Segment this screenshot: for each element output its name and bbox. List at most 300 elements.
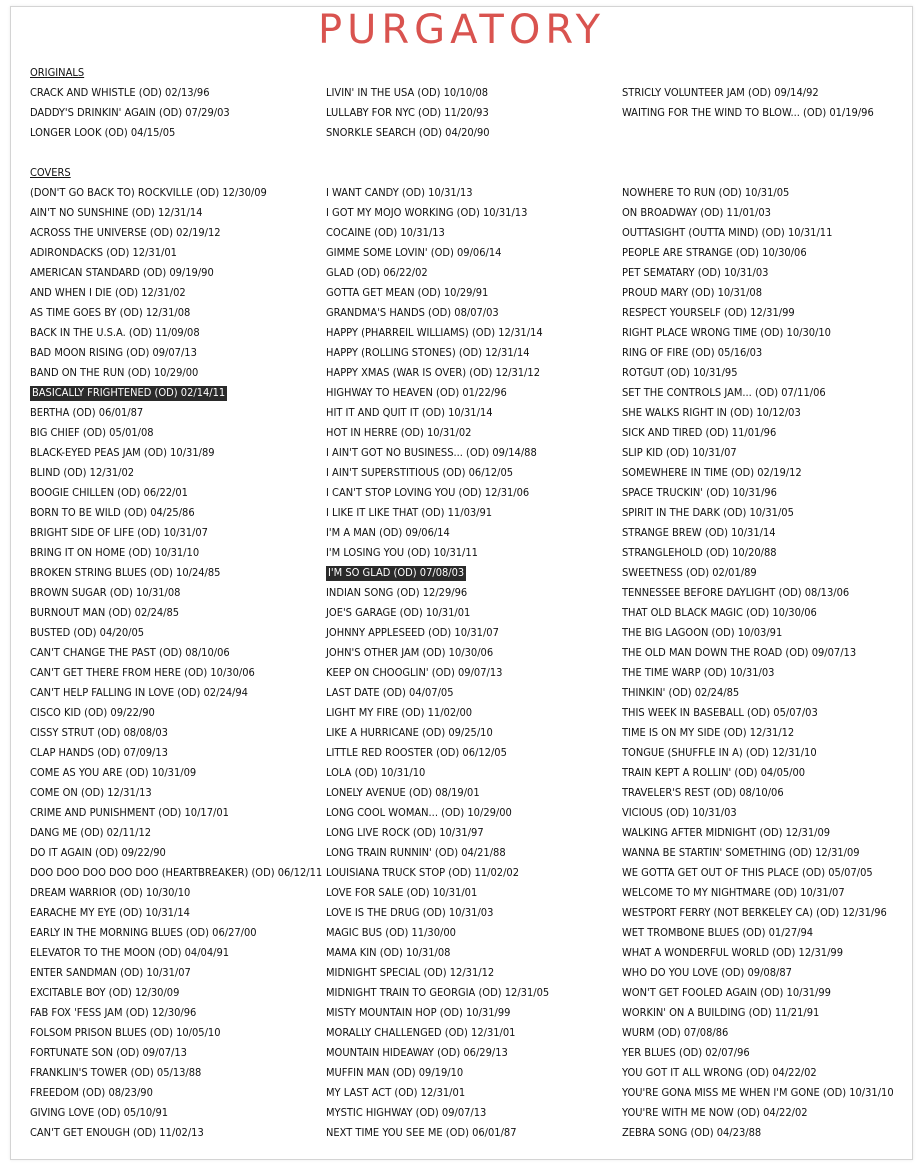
song-title: MISTY MOUNTAIN HOP (OD) 10/31/99	[326, 1006, 511, 1019]
song-title: LIKE A HURRICANE (OD) 09/25/10	[326, 726, 493, 739]
song-entry	[326, 283, 618, 303]
song-entry	[30, 703, 322, 723]
song-entry	[326, 863, 618, 883]
song-entry	[326, 323, 618, 343]
song-title: GLAD (OD) 06/22/02	[326, 266, 428, 279]
covers-column-1	[30, 183, 322, 1143]
song-title: JOHNNY APPLESEED (OD) 10/31/07	[326, 626, 499, 639]
song-title: LIGHT MY FIRE (OD) 11/02/00	[326, 706, 473, 719]
song-entry	[326, 103, 618, 123]
song-title: BUSTED (OD) 04/20/05	[30, 626, 145, 639]
song-title: LONGER LOOK (OD) 04/15/05	[30, 126, 176, 139]
song-title: WAITING FOR THE WIND TO BLOW... (OD) 01/19/96	[622, 106, 874, 119]
song-title: EARLY IN THE MORNING BLUES (OD) 06/27/00	[30, 926, 257, 939]
song-entry	[622, 523, 914, 543]
song-title: OUTTASIGHT (OUTTA MIND) (OD) 10/31/11	[622, 226, 833, 239]
song-title: LONG TRAIN RUNNIN' (OD) 04/21/88	[326, 846, 506, 859]
song-title: LOUISIANA TRUCK STOP (OD) 11/02/02	[326, 866, 519, 879]
song-title: CISCO KID (OD) 09/22/90	[30, 706, 155, 719]
song-entry	[622, 783, 914, 803]
song-entry	[30, 223, 322, 243]
song-title: PROUD MARY (OD) 10/31/08	[622, 286, 763, 299]
song-title: LOVE IS THE DRUG (OD) 10/31/03	[326, 906, 494, 919]
song-title: HOT IN HERRE (OD) 10/31/02	[326, 426, 472, 439]
song-entry	[326, 1063, 618, 1083]
song-title: ELEVATOR TO THE MOON (OD) 04/04/91	[30, 946, 230, 959]
song-title: SOMEWHERE IN TIME (OD) 02/19/12	[622, 466, 802, 479]
song-entry	[622, 923, 914, 943]
song-entry	[326, 723, 618, 743]
song-entry	[30, 1023, 322, 1043]
song-title: YOU'RE WITH ME NOW (OD) 04/22/02	[622, 1106, 808, 1119]
song-entry	[326, 463, 618, 483]
song-entry	[30, 483, 322, 503]
song-title: COME ON (OD) 12/31/13	[30, 786, 152, 799]
song-title: NOWHERE TO RUN (OD) 10/31/05	[622, 186, 790, 199]
song-title: FREEDOM (OD) 08/23/90	[30, 1086, 153, 1099]
song-title: TRAVELER'S REST (OD) 08/10/06	[622, 786, 784, 799]
song-entry	[622, 363, 914, 383]
song-title: SHE WALKS RIGHT IN (OD) 10/12/03	[622, 406, 801, 419]
song-entry	[30, 1003, 322, 1023]
song-entry	[326, 1103, 618, 1123]
song-title: STRANGE BREW (OD) 10/31/14	[622, 526, 776, 539]
song-entry	[30, 1123, 322, 1143]
covers-column-2	[326, 183, 618, 1143]
song-entry	[622, 543, 914, 563]
song-entry	[326, 363, 618, 383]
song-entry	[30, 1063, 322, 1083]
song-entry	[622, 503, 914, 523]
song-title: HAPPY XMAS (WAR IS OVER) (OD) 12/31/12	[326, 366, 540, 379]
song-entry	[622, 1063, 914, 1083]
song-entry	[326, 983, 618, 1003]
song-title: CAN'T CHANGE THE PAST (OD) 08/10/06	[30, 646, 230, 659]
song-title: ACROSS THE UNIVERSE (OD) 02/19/12	[30, 226, 221, 239]
song-title: AIN'T NO SUNSHINE (OD) 12/31/14	[30, 206, 203, 219]
song-entry	[622, 643, 914, 663]
song-entry	[326, 443, 618, 463]
song-title: WALKING AFTER MIDNIGHT (OD) 12/31/09	[622, 826, 831, 839]
song-title: BORN TO BE WILD (OD) 04/25/86	[30, 506, 195, 519]
song-entry	[30, 523, 322, 543]
song-entry	[326, 343, 618, 363]
song-title: WESTPORT FERRY (NOT BERKELEY CA) (OD) 12/31/96	[622, 906, 887, 919]
song-entry	[622, 243, 914, 263]
song-title: I'M SO GLAD (OD) 07/08/03	[328, 566, 465, 579]
song-title: SET THE CONTROLS JAM... (OD) 07/11/06	[622, 386, 826, 399]
song-title: INDIAN SONG (OD) 12/29/96	[326, 586, 468, 599]
song-entry	[622, 583, 914, 603]
song-entry	[622, 403, 914, 423]
song-title: MY LAST ACT (OD) 12/31/01	[326, 1086, 466, 1099]
song-entry	[30, 903, 322, 923]
song-entry	[30, 743, 322, 763]
song-entry	[30, 283, 322, 303]
song-title: SICK AND TIRED (OD) 11/01/96	[622, 426, 777, 439]
song-title: TRAIN KEPT A ROLLIN' (OD) 04/05/00	[622, 766, 806, 779]
song-entry	[326, 923, 618, 943]
song-entry	[30, 443, 322, 463]
song-entry	[622, 763, 914, 783]
song-entry	[622, 263, 914, 283]
song-entry	[622, 843, 914, 863]
song-entry	[326, 663, 618, 683]
song-title: WURM (OD) 07/08/86	[622, 1026, 729, 1039]
song-entry	[30, 583, 322, 603]
song-entry	[622, 1123, 914, 1143]
song-title: MIDNIGHT SPECIAL (OD) 12/31/12	[326, 966, 495, 979]
song-entry-highlighted	[30, 383, 322, 403]
song-entry	[622, 743, 914, 763]
song-entry	[326, 543, 618, 563]
song-entry	[622, 483, 914, 503]
song-entry	[622, 83, 914, 103]
song-entry	[326, 903, 618, 923]
song-title: EXCITABLE BOY (OD) 12/30/09	[30, 986, 180, 999]
song-entry	[622, 823, 914, 843]
song-title: LULLABY FOR NYC (OD) 11/20/93	[326, 106, 489, 119]
song-entry	[326, 263, 618, 283]
song-title: I'M A MAN (OD) 09/06/14	[326, 526, 450, 539]
song-title: NEXT TIME YOU SEE ME (OD) 06/01/87	[326, 1126, 517, 1139]
song-title: FRANKLIN'S TOWER (OD) 05/13/88	[30, 1066, 202, 1079]
song-entry	[30, 843, 322, 863]
song-title: (DON'T GO BACK TO) ROCKVILLE (OD) 12/30/09	[30, 186, 267, 199]
song-entry	[326, 783, 618, 803]
song-title: HAPPY (PHARREIL WILLIAMS) (OD) 12/31/14	[326, 326, 543, 339]
song-entry	[622, 103, 914, 123]
song-entry	[326, 1123, 618, 1143]
song-entry	[326, 423, 618, 443]
song-entry	[326, 123, 618, 143]
song-entry	[326, 823, 618, 843]
song-title: HIT IT AND QUIT IT (OD) 10/31/14	[326, 406, 493, 419]
song-entry	[30, 423, 322, 443]
song-entry	[30, 763, 322, 783]
song-title: WORKIN' ON A BUILDING (OD) 11/21/91	[622, 1006, 820, 1019]
song-entry	[326, 1083, 618, 1103]
song-title: ON BROADWAY (OD) 11/01/03	[622, 206, 771, 219]
song-entry	[622, 1103, 914, 1123]
song-entry	[622, 943, 914, 963]
song-title: COCAINE (OD) 10/31/13	[326, 226, 445, 239]
song-title: RING OF FIRE (OD) 05/16/03	[622, 346, 763, 359]
song-entry	[30, 863, 322, 883]
song-entry	[622, 183, 914, 203]
song-entry	[326, 523, 618, 543]
song-entry	[326, 1043, 618, 1063]
song-title: LITTLE RED ROOSTER (OD) 06/12/05	[326, 746, 507, 759]
song-title: HAPPY (ROLLING STONES) (OD) 12/31/14	[326, 346, 530, 359]
song-entry	[30, 943, 322, 963]
song-title: WON'T GET FOOLED AGAIN (OD) 10/31/99	[622, 986, 831, 999]
song-entry-highlighted	[326, 563, 618, 583]
song-title: CISSY STRUT (OD) 08/08/03	[30, 726, 168, 739]
song-title: MAMA KIN (OD) 10/31/08	[326, 946, 451, 959]
song-title: MUFFIN MAN (OD) 09/19/10	[326, 1066, 464, 1079]
song-entry	[622, 983, 914, 1003]
song-title: RIGHT PLACE WRONG TIME (OD) 10/30/10	[622, 326, 831, 339]
song-title: HIGHWAY TO HEAVEN (OD) 01/22/96	[326, 386, 507, 399]
song-title: STRANGLEHOLD (OD) 10/20/88	[622, 546, 777, 559]
song-title: TONGUE (SHUFFLE IN A) (OD) 12/31/10	[622, 746, 817, 759]
song-entry	[30, 263, 322, 283]
song-title: KEEP ON CHOOGLIN' (OD) 09/07/13	[326, 666, 503, 679]
song-title: RESPECT YOURSELF (OD) 12/31/99	[622, 306, 795, 319]
song-title: I GOT MY MOJO WORKING (OD) 10/31/13	[326, 206, 528, 219]
song-title: BURNOUT MAN (OD) 02/24/85	[30, 606, 180, 619]
song-entry	[30, 543, 322, 563]
song-title: THIS WEEK IN BASEBALL (OD) 05/07/03	[622, 706, 818, 719]
song-entry	[30, 643, 322, 663]
song-title: TIME IS ON MY SIDE (OD) 12/31/12	[622, 726, 795, 739]
song-title: FAB FOX 'FESS JAM (OD) 12/30/96	[30, 1006, 197, 1019]
song-entry	[622, 1083, 914, 1103]
song-entry	[326, 743, 618, 763]
song-title: BROKEN STRING BLUES (OD) 10/24/85	[30, 566, 221, 579]
covers-heading: COVERS	[30, 166, 71, 179]
song-title: BAD MOON RISING (OD) 09/07/13	[30, 346, 197, 359]
song-entry	[622, 663, 914, 683]
song-title: FORTUNATE SON (OD) 09/07/13	[30, 1046, 187, 1059]
song-entry	[30, 883, 322, 903]
song-entry	[30, 983, 322, 1003]
song-title: DADDY'S DRINKIN' AGAIN (OD) 07/29/03	[30, 106, 230, 119]
song-entry	[326, 1003, 618, 1023]
song-title: LAST DATE (OD) 04/07/05	[326, 686, 454, 699]
song-title: JOHN'S OTHER JAM (OD) 10/30/06	[326, 646, 494, 659]
song-title: PEOPLE ARE STRANGE (OD) 10/30/06	[622, 246, 807, 259]
song-title: WELCOME TO MY NIGHTMARE (OD) 10/31/07	[622, 886, 845, 899]
song-title: LOVE FOR SALE (OD) 10/31/01	[326, 886, 478, 899]
song-entry	[30, 783, 322, 803]
song-title: WHAT A WONDERFUL WORLD (OD) 12/31/99	[622, 946, 843, 959]
covers-column-3	[622, 183, 914, 1143]
song-entry	[622, 1043, 914, 1063]
song-title: AMERICAN STANDARD (OD) 09/19/90	[30, 266, 214, 279]
song-entry	[326, 243, 618, 263]
song-title: WANNA BE STARTIN' SOMETHING (OD) 12/31/09	[622, 846, 860, 859]
song-title: YOU'RE GONA MISS ME WHEN I'M GONE (OD) 10/31/10	[622, 1086, 894, 1099]
song-entry	[326, 223, 618, 243]
song-entry	[326, 963, 618, 983]
song-entry	[326, 383, 618, 403]
originals-column-2	[326, 83, 618, 143]
song-entry	[30, 963, 322, 983]
song-entry	[622, 963, 914, 983]
song-title: ZEBRA SONG (OD) 04/23/88	[622, 1126, 762, 1139]
song-entry	[622, 343, 914, 363]
originals-column-3	[622, 83, 914, 123]
song-title: DREAM WARRIOR (OD) 10/30/10	[30, 886, 191, 899]
song-entry	[622, 1023, 914, 1043]
song-entry	[622, 683, 914, 703]
song-title: BLIND (OD) 12/31/02	[30, 466, 135, 479]
song-entry	[622, 303, 914, 323]
song-title: CRIME AND PUNISHMENT (OD) 10/17/01	[30, 806, 229, 819]
song-title: BRING IT ON HOME (OD) 10/31/10	[30, 546, 200, 559]
song-entry	[326, 503, 618, 523]
song-title: BAND ON THE RUN (OD) 10/29/00	[30, 366, 199, 379]
song-title: MAGIC BUS (OD) 11/30/00	[326, 926, 456, 939]
song-title: BRIGHT SIDE OF LIFE (OD) 10/31/07	[30, 526, 208, 539]
song-entry	[622, 903, 914, 923]
song-entry	[326, 403, 618, 423]
song-title: SPIRIT IN THE DARK (OD) 10/31/05	[622, 506, 794, 519]
song-entry	[30, 1103, 322, 1123]
song-entry	[30, 1043, 322, 1063]
song-entry	[622, 623, 914, 643]
song-title: LONG COOL WOMAN... (OD) 10/29/00	[326, 806, 512, 819]
song-entry	[326, 643, 618, 663]
song-title: GRANDMA'S HANDS (OD) 08/07/03	[326, 306, 499, 319]
song-entry	[622, 423, 914, 443]
song-title: VICIOUS (OD) 10/31/03	[622, 806, 737, 819]
song-title: JOE'S GARAGE (OD) 10/31/01	[326, 606, 471, 619]
song-title: GOTTA GET MEAN (OD) 10/29/91	[326, 286, 489, 299]
song-entry	[622, 223, 914, 243]
song-title: WHO DO YOU LOVE (OD) 09/08/87	[622, 966, 792, 979]
song-entry	[326, 603, 618, 623]
song-entry	[622, 703, 914, 723]
song-entry	[30, 623, 322, 643]
song-entry	[30, 603, 322, 623]
song-title: WET TROMBONE BLUES (OD) 01/27/94	[622, 926, 814, 939]
song-title: MORALLY CHALLENGED (OD) 12/31/01	[326, 1026, 516, 1039]
song-entry	[30, 183, 322, 203]
song-entry	[30, 803, 322, 823]
song-entry	[326, 703, 618, 723]
song-entry	[30, 723, 322, 743]
song-title: SNORKLE SEARCH (OD) 04/20/90	[326, 126, 490, 139]
song-title: LONELY AVENUE (OD) 08/19/01	[326, 786, 480, 799]
song-title: WE GOTTA GET OUT OF THIS PLACE (OD) 05/07/05	[622, 866, 873, 879]
song-entry	[30, 923, 322, 943]
song-entry	[326, 1023, 618, 1043]
song-title: I'M LOSING YOU (OD) 10/31/11	[326, 546, 478, 559]
song-title: BACK IN THE U.S.A. (OD) 11/09/08	[30, 326, 200, 339]
song-entry	[30, 243, 322, 263]
song-entry	[30, 323, 322, 343]
song-title: BERTHA (OD) 06/01/87	[30, 406, 144, 419]
song-entry	[30, 303, 322, 323]
song-title: YER BLUES (OD) 02/07/96	[622, 1046, 750, 1059]
song-title: COME AS YOU ARE (OD) 10/31/09	[30, 766, 197, 779]
song-entry	[326, 483, 618, 503]
song-title: I AIN'T SUPERSTITIOUS (OD) 06/12/05	[326, 466, 514, 479]
song-entry	[622, 463, 914, 483]
song-title: TENNESSEE BEFORE DAYLIGHT (OD) 08/13/06	[622, 586, 850, 599]
originals-column-1	[30, 83, 322, 143]
song-entry	[30, 683, 322, 703]
song-title: I CAN'T STOP LOVING YOU (OD) 12/31/06	[326, 486, 530, 499]
song-entry	[622, 803, 914, 823]
song-title: AND WHEN I DIE (OD) 12/31/02	[30, 286, 186, 299]
song-entry	[622, 443, 914, 463]
song-title: BROWN SUGAR (OD) 10/31/08	[30, 586, 181, 599]
song-entry	[30, 563, 322, 583]
song-title: CAN'T HELP FALLING IN LOVE (OD) 02/24/94	[30, 686, 248, 699]
song-title: THE TIME WARP (OD) 10/31/03	[622, 666, 775, 679]
song-title: LONG LIVE ROCK (OD) 10/31/97	[326, 826, 484, 839]
song-title: LIVIN' IN THE USA (OD) 10/10/08	[326, 86, 489, 99]
song-title: DOO DOO DOO DOO DOO (HEARTBREAKER) (OD) 06/12/11	[30, 866, 323, 879]
song-title: THINKIN' (OD) 02/24/85	[622, 686, 740, 699]
song-title: LOLA (OD) 10/31/10	[326, 766, 426, 779]
song-title: CAN'T GET THERE FROM HERE (OD) 10/30/06	[30, 666, 255, 679]
song-entry	[30, 123, 322, 143]
song-title: GIVING LOVE (OD) 05/10/91	[30, 1106, 169, 1119]
song-title: MYSTIC HIGHWAY (OD) 09/07/13	[326, 1106, 487, 1119]
song-title: BASICALLY FRIGHTENED (OD) 02/14/11	[32, 386, 226, 399]
song-title: MIDNIGHT TRAIN TO GEORGIA (OD) 12/31/05	[326, 986, 550, 999]
song-title: BOOGIE CHILLEN (OD) 06/22/01	[30, 486, 188, 499]
song-title: SLIP KID (OD) 10/31/07	[622, 446, 737, 459]
song-title: MOUNTAIN HIDEAWAY (OD) 06/29/13	[326, 1046, 508, 1059]
song-entry	[326, 303, 618, 323]
song-entry	[326, 883, 618, 903]
song-entry	[30, 1083, 322, 1103]
song-entry	[622, 323, 914, 343]
song-entry	[30, 663, 322, 683]
song-entry	[622, 563, 914, 583]
song-title: CAN'T GET ENOUGH (OD) 11/02/13	[30, 1126, 204, 1139]
song-entry	[30, 83, 322, 103]
song-entry	[326, 623, 618, 643]
song-title: DO IT AGAIN (OD) 09/22/90	[30, 846, 166, 859]
song-title: I LIKE IT LIKE THAT (OD) 11/03/91	[326, 506, 493, 519]
song-entry	[326, 843, 618, 863]
song-entry	[30, 823, 322, 843]
song-title: BLACK-EYED PEAS JAM (OD) 10/31/89	[30, 446, 215, 459]
song-entry	[326, 683, 618, 703]
song-title: I AIN'T GOT NO BUSINESS... (OD) 09/14/88	[326, 446, 537, 459]
song-entry	[622, 883, 914, 903]
song-entry	[30, 343, 322, 363]
song-title: ENTER SANDMAN (OD) 10/31/07	[30, 966, 191, 979]
song-title: ADIRONDACKS (OD) 12/31/01	[30, 246, 177, 259]
song-title: ROTGUT (OD) 10/31/95	[622, 366, 738, 379]
song-entry	[622, 723, 914, 743]
song-entry	[326, 943, 618, 963]
song-entry	[326, 83, 618, 103]
song-title: BIG CHIEF (OD) 05/01/08	[30, 426, 154, 439]
song-entry	[30, 463, 322, 483]
song-entry	[622, 1003, 914, 1023]
song-entry	[622, 603, 914, 623]
song-title: THAT OLD BLACK MAGIC (OD) 10/30/06	[622, 606, 817, 619]
song-title: SWEETNESS (OD) 02/01/89	[622, 566, 757, 579]
song-title: YOU GOT IT ALL WRONG (OD) 04/22/02	[622, 1066, 817, 1079]
song-title: CLAP HANDS (OD) 07/09/13	[30, 746, 168, 759]
song-entry	[622, 863, 914, 883]
song-title: FOLSOM PRISON BLUES (OD) 10/05/10	[30, 1026, 221, 1039]
song-entry	[30, 103, 322, 123]
song-entry	[326, 203, 618, 223]
song-title: STRICLY VOLUNTEER JAM (OD) 09/14/92	[622, 86, 819, 99]
originals-heading: ORIGINALS	[30, 66, 85, 79]
song-title: THE OLD MAN DOWN THE ROAD (OD) 09/07/13	[622, 646, 857, 659]
song-entry	[30, 503, 322, 523]
song-title: AS TIME GOES BY (OD) 12/31/08	[30, 306, 191, 319]
song-title: CRACK AND WHISTLE (OD) 02/13/96	[30, 86, 210, 99]
song-entry	[622, 283, 914, 303]
song-title: DANG ME (OD) 02/11/12	[30, 826, 152, 839]
song-entry	[622, 203, 914, 223]
song-entry	[326, 583, 618, 603]
page-title: PURGATORY	[317, 7, 606, 53]
